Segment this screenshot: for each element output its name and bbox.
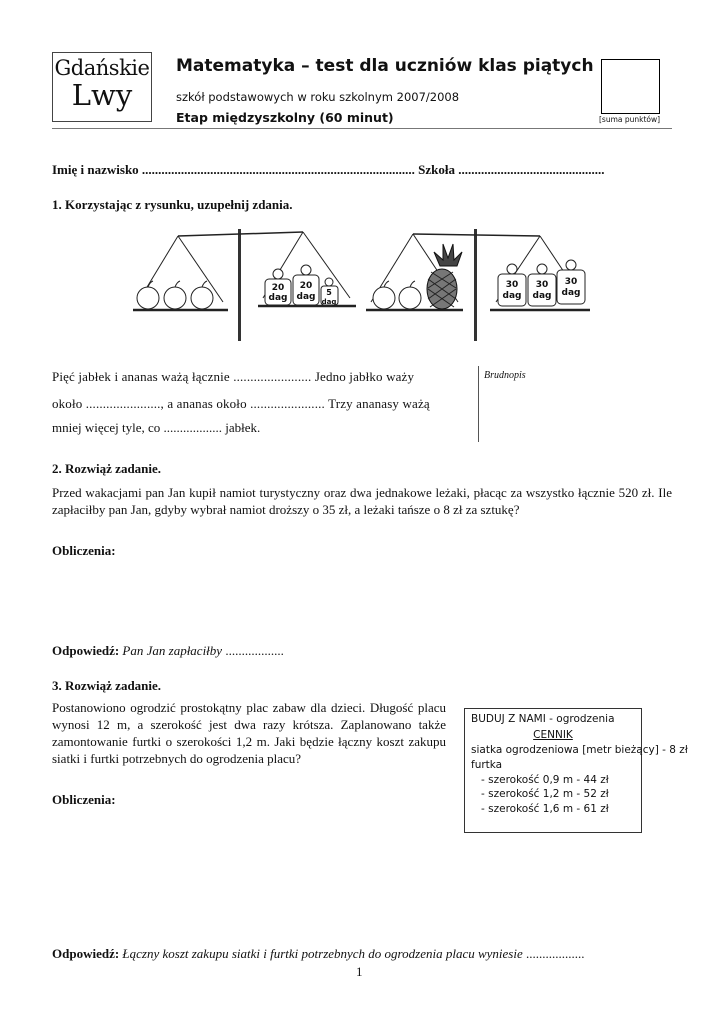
- weight-unit-30c: dag: [561, 288, 581, 298]
- weight-unit-20a: dag: [268, 293, 288, 303]
- price-list-line2: furtka: [471, 759, 503, 772]
- apples-left: [137, 281, 213, 309]
- score-box[interactable]: [601, 59, 660, 114]
- task2-calc-label: Obliczenia:: [52, 543, 116, 558]
- price-list-item: - szerokość 1,2 m - 52 zł: [481, 788, 609, 801]
- page-title: Matematyka – test dla uczniów klas piątych: [176, 56, 594, 76]
- task3-text: Postanowiono ogrodzić prostokątny plac zabaw dla dzieci. Długość placu wynosi 12 m, a szerokość jest dwa razy krótsza. Zaplanowano także zamontowanie furtki o szerokości 1,2 m. Jaki będzie łączny koszt zakupu siatki i furtki potrzebnych do ogrodzenia placu?: [52, 700, 446, 766]
- weight-label-5: 5: [326, 288, 332, 297]
- task1-line1: Pięć jabłek i ananas ważą łącznie ....................... Jedno jabłko waży: [52, 369, 415, 384]
- school-field[interactable]: .............................................: [458, 162, 605, 177]
- weight-unit-30a: dag: [502, 291, 522, 301]
- header-divider: [52, 128, 672, 129]
- task2-answer: [52, 643, 284, 659]
- price-list-header: BUDUJ Z NAMI - ogrodzenia: [471, 713, 615, 725]
- school-label: Szkoła: [418, 162, 456, 177]
- task3-heading: 3. Rozwiąż zadanie.: [52, 678, 162, 693]
- scratch-divider: [478, 366, 479, 442]
- price-list-title: CENNIK: [533, 728, 573, 741]
- task3-answer-label: Odpowiedź:: [52, 946, 120, 961]
- task3-calc-label: Obliczenia:: [52, 792, 116, 807]
- price-list: [464, 708, 688, 833]
- logo-line2: Lwy: [71, 78, 133, 112]
- task3-answer: [52, 946, 584, 962]
- task3-answer-field[interactable]: ..................: [525, 946, 585, 961]
- weight-unit-5: dag: [321, 298, 337, 306]
- task2-heading: 2. Rozwiąż zadanie.: [52, 461, 162, 476]
- student-info-line: [52, 162, 605, 178]
- task1-line2: około ......................, a ananas około ...................... Trzy ananasy ważą: [52, 396, 430, 411]
- price-list-item: - szerokość 1,6 m - 61 zł: [481, 803, 609, 816]
- weight-label-30a: 30: [505, 280, 519, 290]
- page-number: 1: [356, 964, 363, 979]
- task3-answer-text: Łączny koszt zakupu siatki i furtki potrzebnych do ogrodzenia placu wyniesie: [122, 946, 523, 961]
- logo: [52, 52, 152, 122]
- task1-heading: 1. Korzystając z rysunku, uzupełnij zdania.: [52, 197, 293, 212]
- task1-line3: mniej więcej tyle, co .................. jabłek.: [52, 420, 261, 435]
- name-label: Imię i nazwisko: [52, 162, 139, 177]
- weight-label-30b: 30: [535, 280, 549, 290]
- stage-label: Etap międzyszkolny (60 minut): [176, 110, 394, 125]
- apples-right: [373, 281, 421, 309]
- balance-scales-figure: [128, 224, 598, 346]
- scale-left: [133, 229, 356, 341]
- price-list-item: - szerokość 0,9 m - 44 zł: [481, 773, 609, 786]
- task2-answer-label: Odpowiedź:: [52, 643, 120, 658]
- score-label: [suma punktów]: [599, 115, 661, 124]
- price-list-line1: siatka ogrodzeniowa [metr bieżący] - 8 zł: [471, 744, 688, 757]
- subtitle: szkół podstawowych w roku szkolnym 2007/2008: [176, 90, 460, 104]
- scratch-label: Brudnopis: [484, 370, 526, 381]
- task2-answer-field[interactable]: ..................: [225, 643, 284, 658]
- weight-unit-30b: dag: [532, 291, 552, 301]
- name-field[interactable]: ....................................................................................: [141, 162, 415, 177]
- weight-unit-20b: dag: [296, 292, 316, 302]
- weight-label-20b: 20: [299, 281, 313, 291]
- task2-answer-text: Pan Jan zapłaciłby: [122, 643, 223, 658]
- weight-label-30c: 30: [564, 277, 578, 287]
- task2-text: Przed wakacjami pan Jan kupił namiot turystyczny oraz dwa jednakowe leżaki, płacąc za wszystko łącznie 520 zł. Ile zapłaciłby pan Jan, gdyby wybrał namiot droższy o 35 zł, a leżaki tańsze o 8 zł za sztukę?: [52, 485, 672, 517]
- weight-label-20a: 20: [271, 283, 285, 293]
- logo-line1: Gdańskie: [54, 56, 150, 80]
